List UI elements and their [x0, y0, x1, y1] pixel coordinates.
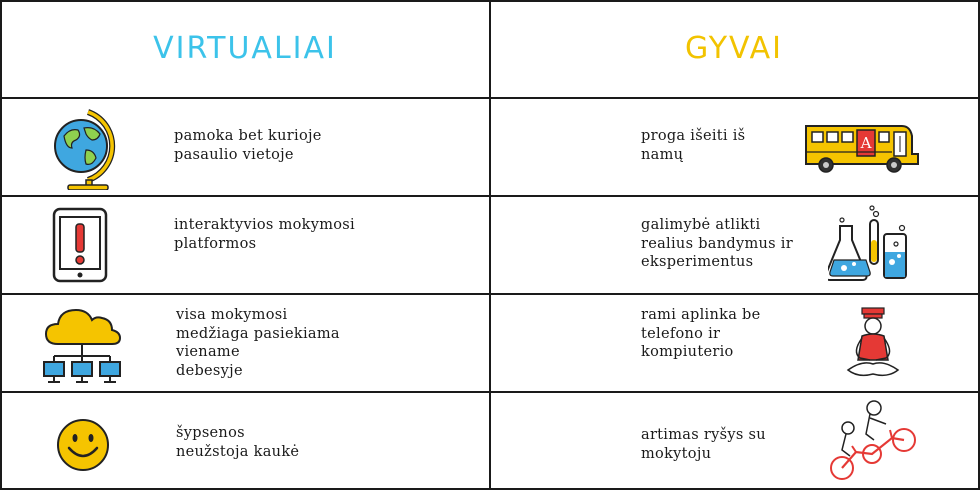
text-line: debesyje [176, 362, 243, 379]
cell-text-row4-left [176, 424, 299, 461]
text-line: namų [641, 146, 684, 163]
text-line: viename [176, 344, 240, 360]
text-line: pasaulio vietoje [174, 146, 294, 163]
text-line: proga išeiti iš [641, 128, 746, 144]
column-header-virtualiai: VIRTUALIAI [153, 31, 337, 66]
text-line: telefono ir [641, 325, 721, 342]
cell-text-row4-right [641, 426, 766, 463]
globe-icon [48, 106, 120, 190]
text-line: rami aplinka be [641, 307, 761, 323]
smiley-icon [56, 418, 110, 472]
cell-text-row1-right [641, 127, 745, 164]
svg-text:A: A [860, 134, 872, 152]
text-line: pamoka bet kurioje [174, 128, 322, 144]
text-line: artimas ryšys su [641, 427, 766, 443]
cloud-network-icon [40, 304, 124, 386]
text-line: kompiuterio [641, 344, 734, 360]
text-line: interaktyvios mokymosi [174, 217, 355, 233]
tablet-alert-icon [52, 207, 108, 283]
cell-text-row3-left [176, 306, 340, 380]
text-line: šypsenos [176, 425, 245, 441]
text-line: neužstoja kaukė [176, 443, 300, 460]
column-header-gyvai: GYVAI [684, 31, 784, 66]
cell-text-row1-left [174, 127, 322, 164]
text-line: realius bandymus ir [641, 235, 793, 252]
cell-text-row2-left [174, 216, 355, 253]
text-line: eksperimentus [641, 254, 754, 270]
text-line: galimybė atlikti [641, 217, 761, 233]
tandem-bike-icon [826, 396, 918, 482]
cell-text-row2-right [641, 216, 793, 272]
meditation-icon [842, 306, 904, 382]
text-line: visa mokymosi [176, 307, 288, 323]
cell-text-row3-right [641, 306, 761, 362]
text-line: platformos [174, 235, 257, 252]
text-line: mokytoju [641, 445, 712, 462]
school-bus-icon [802, 122, 922, 174]
text-line: medžiaga pasiekiama [176, 325, 340, 342]
lab-flasks-icon [828, 204, 912, 284]
